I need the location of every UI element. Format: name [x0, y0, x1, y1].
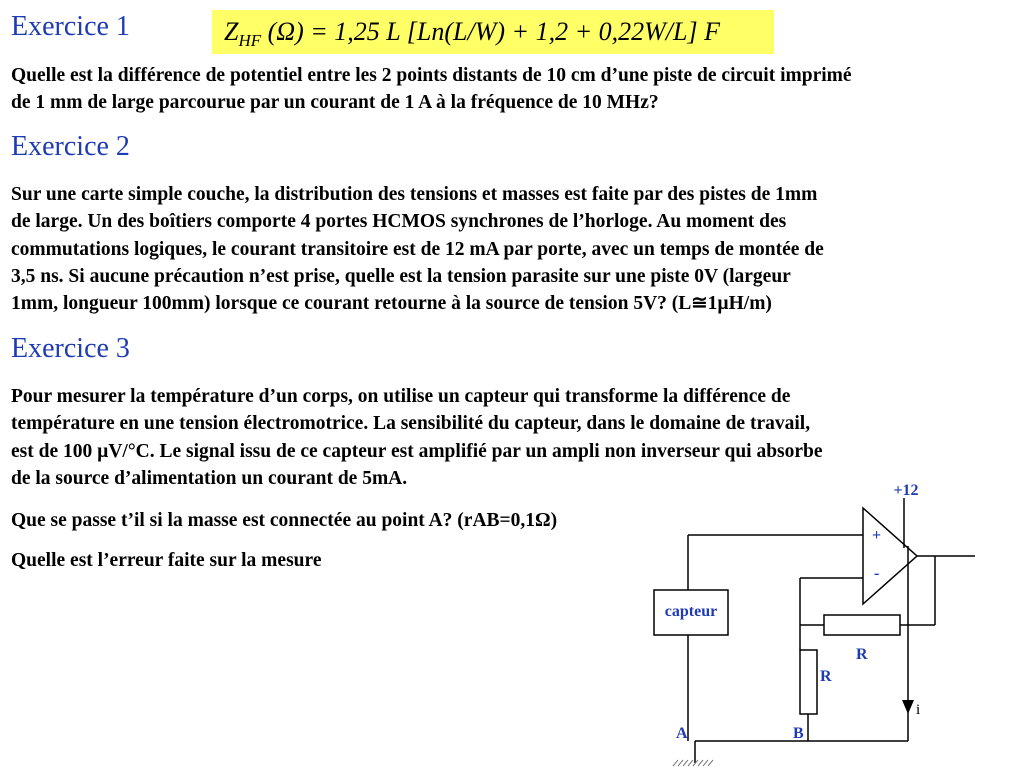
exercise-1-line: de 1 mm de large parcourue par un courant de 1 A à la fréquence de 10 MHz? — [11, 92, 659, 114]
plus-input-label: + — [872, 527, 882, 544]
exercise-2-line: 1mm, longueur 100mm) lorsque ce courant retourne à la source de tension 5V? (L≅1µH/m) — [11, 293, 772, 315]
feedback-resistor-label: R — [856, 646, 868, 663]
exercise-2-statement — [11, 181, 1011, 317]
op-amp-symbol — [863, 508, 917, 604]
exercise-3-question-1: Que se passe t’il si la masse est connectée au point A? (rAB=0,1Ω) — [11, 510, 558, 531]
point-b-label: B — [793, 725, 804, 742]
exercise-3-line: de la source d’alimentation un courant de 5mA. — [11, 467, 408, 489]
formula-expression: (Ω) = 1,25 L [Ln(L/W) + 1,2 + 0,22W/L] F — [261, 17, 720, 46]
sensor-label: capteur — [664, 603, 718, 620]
current-arrow-icon — [902, 700, 914, 714]
ground-resistor — [800, 650, 817, 714]
exercise-1-line: Quelle est la différence de potentiel entre les 2 points distants de 10 cm d’une piste de circuit imprimé — [11, 65, 852, 86]
amplifier-circuit-diagram — [640, 478, 980, 768]
supply-label: +12 — [893, 482, 919, 499]
feedback-resistor — [824, 615, 900, 635]
exercise-2-line: commutations logiques, le courant transitoire est de 12 mA par porte, avec un temps de montée de — [11, 238, 824, 260]
exercise-3-line: est de 100 µV/°C. Le signal issu de ce capteur est amplifié par un ampli non inverseur qui absorbe — [11, 440, 823, 462]
ground-hatch-icon — [673, 760, 713, 766]
exercise-2-line: 3,5 ns. Si aucune précaution n’est prise, quelle est la tension parasite sur une piste 0V (largeur — [11, 265, 791, 287]
exercise-3-statement — [11, 383, 1011, 492]
exercise-3-title: Exercice 3 — [11, 333, 130, 364]
ground-resistor-label: R — [820, 668, 832, 685]
formula-subscript: HF — [238, 31, 262, 51]
exercise-1-title: Exercice 1 — [11, 11, 130, 42]
exercise-2-title: Exercice 2 — [11, 131, 130, 162]
minus-input-label: - — [874, 565, 880, 582]
point-a-label: A — [676, 725, 688, 742]
formula-z: Z — [224, 17, 239, 46]
exercise-3-line: température en une tension électromotrice. La sensibilité du capteur, dans le domaine de travail, — [11, 413, 811, 435]
exercise-3-question-2: Quelle est l’erreur faite sur la mesure — [11, 550, 322, 571]
current-label: i — [916, 702, 921, 718]
exercise-3-line: Pour mesurer la température d’un corps, on utilise un capteur qui transforme la différence de — [11, 386, 791, 407]
exercise-1-question — [11, 62, 1011, 117]
exercise-2-line: de large. Un des boîtiers comporte 4 portes HCMOS synchrones de l’horloge. Au moment des — [11, 211, 787, 233]
exercise-2-line: Sur une carte simple couche, la distribution des tensions et masses est faite par des pistes de 1mm — [11, 184, 818, 205]
impedance-formula — [212, 10, 774, 54]
